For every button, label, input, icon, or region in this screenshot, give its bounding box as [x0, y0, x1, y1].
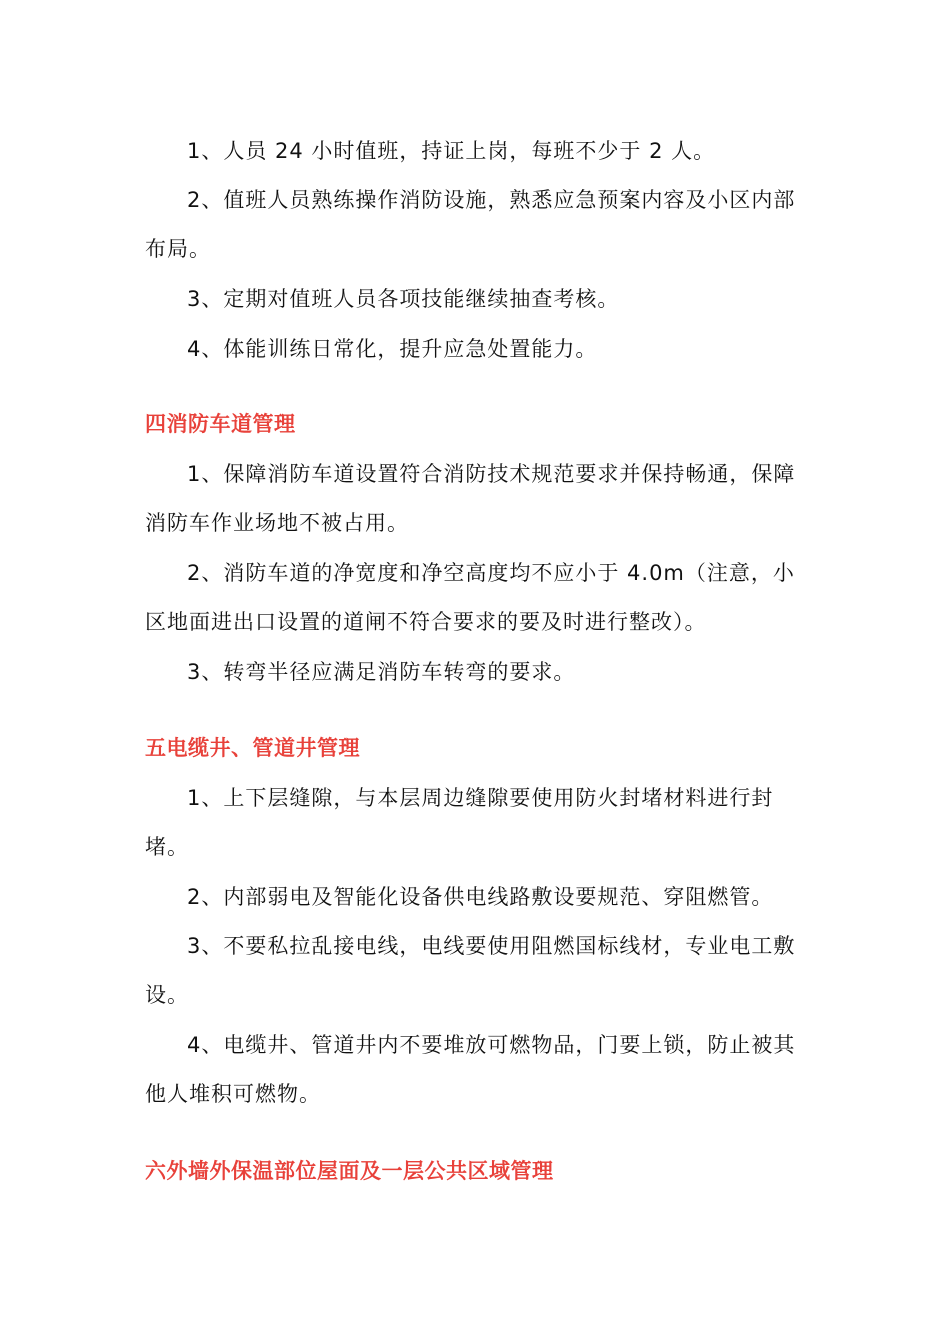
list-item: 2、消防车道的净宽度和净空高度均不应小于 4.0m（注意，小区地面进出口设置的道闸不符合要求的要及时进行整改）。 — [145, 561, 795, 634]
list-item: 3、不要私拉乱接电线，电线要使用阻燃国标线材，专业电工敷设。 — [145, 934, 796, 1007]
list-item: 3、定期对值班人员各项技能继续抽查考核。 — [187, 287, 620, 311]
list-item: 3、转弯半径应满足消防车转弯的要求。 — [187, 660, 576, 684]
list-item: 2、内部弱电及智能化设备供电线路敷设要规范、穿阻燃管。 — [187, 885, 774, 909]
section-heading-fire-lane: 四消防车道管理 — [145, 412, 296, 436]
list-item: 1、上下层缝隙，与本层周边缝隙要使用防火封堵材料进行封堵。 — [145, 786, 774, 859]
list-item: 2、值班人员熟练操作消防设施，熟悉应急预案内容及小区内部布局。 — [145, 188, 796, 261]
list-item: 1、保障消防车道设置符合消防技术规范要求并保持畅通，保障消防车作业场地不被占用。 — [145, 462, 796, 535]
list-item: 4、体能训练日常化，提升应急处置能力。 — [187, 337, 598, 361]
section-heading-cable-shaft: 五电缆井、管道井管理 — [145, 736, 360, 760]
section-heading-exterior-wall: 六外墙外保温部位屋面及一层公共区域管理 — [145, 1159, 554, 1183]
list-item: 1、人员 24 小时值班，持证上岗，每班不少于 2 人。 — [187, 139, 716, 163]
list-item: 4、电缆井、管道井内不要堆放可燃物品，门要上锁，防止被其他人堆积可燃物。 — [145, 1033, 796, 1106]
